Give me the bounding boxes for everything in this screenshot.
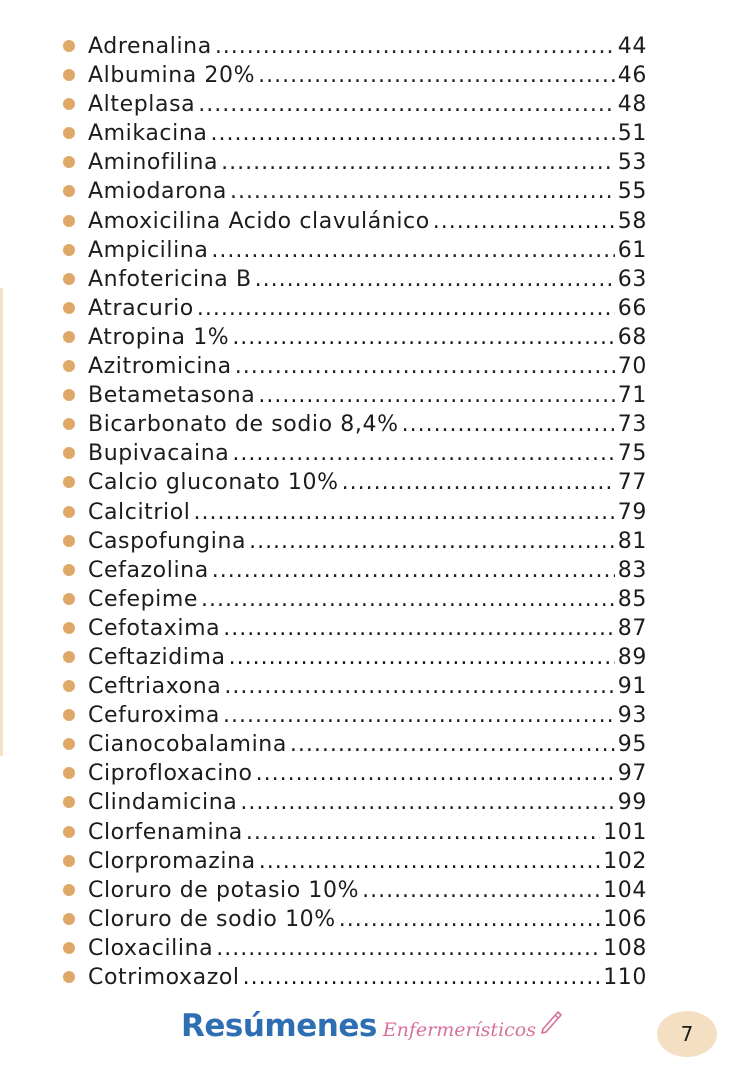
toc-entry-title: Alteplasa (88, 92, 196, 118)
toc-entry-page: 58 (617, 208, 647, 234)
dot-leader (211, 236, 614, 265)
bullet-icon (63, 971, 75, 983)
dot-leader (259, 847, 600, 876)
toc-entry-title: Amoxicilina Acido clavulánico (88, 208, 430, 234)
toc-entry-title: Cefuroxima (88, 703, 220, 729)
toc-entry-page: 51 (617, 121, 647, 147)
toc-entry-page: 66 (617, 295, 647, 321)
bullet-icon (63, 418, 75, 430)
toc-entry[interactable] (63, 381, 647, 410)
toc-entry-page: 87 (617, 615, 647, 641)
toc-entry-page: 73 (617, 412, 647, 438)
dot-leader (224, 672, 614, 701)
toc-entry-page: 46 (617, 63, 647, 89)
bullet-icon (63, 244, 75, 256)
dot-leader (362, 876, 600, 905)
toc-entry[interactable] (63, 294, 647, 323)
bullet-icon (63, 476, 75, 488)
toc-entry[interactable] (63, 32, 647, 61)
bullet-icon (63, 98, 75, 110)
bullet-icon (63, 680, 75, 692)
bullet-icon (63, 156, 75, 168)
bullet-icon (63, 40, 75, 52)
dot-leader (216, 934, 600, 963)
toc-entry-title: Clindamicina (88, 790, 238, 816)
dot-leader (258, 61, 615, 90)
toc-entry-title: Cloruro de potasio 10% (88, 877, 360, 903)
toc-entry-title: Cloruro de sodio 10% (88, 906, 336, 932)
dot-leader (232, 439, 614, 468)
toc-entry-title: Anfotericina B (88, 266, 252, 292)
toc-entry[interactable] (63, 556, 647, 585)
bullet-icon (63, 651, 75, 663)
toc-entry-title: Clorpromazina (88, 848, 256, 874)
toc-entry-page: 101 (603, 819, 647, 845)
toc-entry-title: Adrenalina (88, 34, 212, 59)
dot-leader (223, 701, 615, 730)
toc-entry-title: Azitromicina (88, 354, 232, 380)
bullet-icon (63, 884, 75, 896)
dot-leader (258, 381, 614, 410)
toc-entry-page: 53 (617, 150, 647, 176)
toc-entry[interactable] (63, 847, 647, 876)
toc-entry-title: Betametasona (88, 383, 256, 409)
bullet-icon (63, 389, 75, 401)
dot-leader (223, 614, 615, 643)
bullet-icon (63, 826, 75, 838)
toc-entry-title: Cianocobalamina (88, 732, 287, 758)
toc-entry-title: Ceftazidima (88, 644, 226, 670)
toc-entry-page: 81 (617, 528, 647, 554)
bullet-icon (63, 913, 75, 925)
dot-leader (339, 905, 600, 934)
toc-entry-title: Amikacina (88, 121, 208, 147)
bullet-icon (63, 796, 75, 808)
dot-leader (243, 963, 601, 992)
toc-entry[interactable] (63, 207, 647, 236)
toc-entry[interactable] (63, 876, 647, 905)
bullet-icon (63, 127, 75, 139)
toc-entry-title: Cefotaxima (88, 615, 221, 641)
page-number-badge (657, 1011, 717, 1057)
bullet-icon (63, 738, 75, 750)
toc-entry[interactable] (63, 498, 647, 527)
toc-entry-page: 75 (617, 441, 647, 467)
dot-leader (230, 177, 615, 206)
toc-entry[interactable] (63, 265, 647, 294)
toc-entry[interactable] (63, 701, 647, 730)
toc-entry-page: 106 (603, 906, 647, 932)
dot-leader (249, 527, 615, 556)
toc-entry-page: 104 (603, 877, 647, 903)
toc-entry-page: 48 (617, 92, 647, 118)
toc-entry-page: 110 (603, 965, 647, 990)
toc-entry-title: Cefepime (88, 586, 199, 612)
toc-entry[interactable] (63, 527, 647, 556)
toc-entry-title: Amiodarona (88, 179, 227, 205)
bullet-icon (63, 447, 75, 459)
toc-entry-title: Clorfenamina (88, 819, 243, 845)
toc-entry-page: 63 (617, 266, 647, 292)
bullet-icon (63, 185, 75, 197)
page-number: 7 (680, 1022, 694, 1046)
toc-entry-title: Cefazolina (88, 557, 209, 583)
toc-entry-title: Ciprofloxacino (88, 761, 253, 787)
toc-entry-title: Bicarbonato de sodio 8,4% (88, 412, 399, 438)
dot-leader (197, 294, 615, 323)
dot-leader (342, 468, 615, 497)
toc-entry[interactable] (63, 585, 647, 614)
toc-entry-page: 102 (603, 848, 647, 874)
toc-entry[interactable] (63, 963, 647, 992)
toc-entry[interactable] (63, 672, 647, 701)
toc-entry-page: 55 (617, 179, 647, 205)
bullet-icon (63, 506, 75, 518)
toc-entry-page: 91 (617, 674, 647, 700)
dot-leader (240, 788, 614, 817)
toc-entry[interactable] (63, 643, 647, 672)
dot-leader (290, 730, 615, 759)
toc-entry[interactable] (63, 818, 647, 847)
bullet-icon (63, 942, 75, 954)
table-of-contents (63, 32, 647, 992)
bullet-icon (63, 709, 75, 721)
toc-entry[interactable] (63, 468, 647, 497)
toc-entry-page: 99 (617, 790, 647, 816)
bullet-icon (63, 273, 75, 285)
dot-leader (433, 207, 615, 236)
bullet-icon (63, 593, 75, 605)
toc-entry[interactable] (63, 934, 647, 963)
toc-entry-title: Ceftriaxona (88, 674, 222, 700)
toc-entry[interactable] (63, 90, 647, 119)
bullet-icon (63, 69, 75, 81)
toc-entry[interactable] (63, 236, 647, 265)
toc-entry-page: 68 (617, 324, 647, 350)
bullet-icon (63, 855, 75, 867)
dot-leader (256, 759, 615, 788)
bullet-icon (63, 767, 75, 779)
toc-entry-title: Cloxacilina (88, 935, 214, 961)
bullet-icon (63, 535, 75, 547)
brand-tagline: Enfermerísticos (382, 1019, 536, 1041)
toc-entry[interactable] (63, 410, 647, 439)
toc-entry-title: Aminofilina (88, 150, 219, 176)
toc-entry-title: Calcitriol (88, 499, 191, 525)
dot-leader (198, 90, 615, 119)
footer-brand (181, 1008, 562, 1044)
toc-entry[interactable] (63, 323, 647, 352)
toc-entry-page: 95 (617, 732, 647, 758)
toc-entry-title: Cotrimoxazol (88, 965, 240, 990)
dot-leader (246, 818, 600, 847)
toc-entry-page: 89 (617, 644, 647, 670)
toc-entry-title: Ampicilina (88, 237, 209, 263)
toc-entry[interactable] (63, 905, 647, 934)
toc-entry-page: 108 (603, 935, 647, 961)
dot-leader (215, 32, 615, 61)
dot-leader (229, 643, 615, 672)
toc-entry[interactable] (63, 352, 647, 381)
toc-entry[interactable] (63, 730, 647, 759)
dot-leader (212, 556, 615, 585)
dot-leader (402, 410, 615, 439)
bullet-icon (63, 302, 75, 314)
toc-entry[interactable] (63, 119, 647, 148)
toc-entry-page: 85 (617, 586, 647, 612)
toc-entry-title: Albumina 20% (88, 63, 256, 89)
dot-leader (221, 148, 615, 177)
toc-entry-page: 77 (617, 470, 647, 496)
toc-entry[interactable] (63, 177, 647, 206)
page-edge-accent (0, 288, 3, 756)
toc-entry-title: Atracurio (88, 295, 194, 321)
dot-leader (201, 585, 615, 614)
toc-entry-title: Calcio gluconato 10% (88, 470, 339, 496)
bullet-icon (63, 360, 75, 372)
toc-entry[interactable] (63, 148, 647, 177)
toc-entry-page: 93 (617, 703, 647, 729)
bullet-icon (63, 215, 75, 227)
toc-entry[interactable] (63, 614, 647, 643)
toc-entry-page: 97 (617, 761, 647, 787)
toc-entry-title: Caspofungina (88, 528, 247, 554)
toc-entry-page: 83 (617, 557, 647, 583)
toc-entry[interactable] (63, 788, 647, 817)
brand-logo-text: Resúmenes (181, 1008, 377, 1044)
bullet-icon (63, 331, 75, 343)
toc-entry-page: 61 (617, 237, 647, 263)
toc-entry-title: Atropina 1% (88, 324, 230, 350)
dot-leader (255, 265, 615, 294)
dot-leader (194, 498, 615, 527)
toc-entry-page: 71 (617, 383, 647, 409)
dot-leader (232, 323, 614, 352)
toc-entry-page: 79 (617, 499, 647, 525)
bullet-icon (63, 564, 75, 576)
toc-entry-title: Bupivacaina (88, 441, 230, 467)
toc-entry[interactable] (63, 759, 647, 788)
toc-entry-page: 70 (617, 354, 647, 380)
toc-entry[interactable] (63, 61, 647, 90)
pen-icon (538, 1010, 562, 1036)
dot-leader (210, 119, 614, 148)
toc-entry-page: 44 (617, 34, 647, 59)
bullet-icon (63, 622, 75, 634)
toc-entry[interactable] (63, 439, 647, 468)
dot-leader (235, 352, 615, 381)
